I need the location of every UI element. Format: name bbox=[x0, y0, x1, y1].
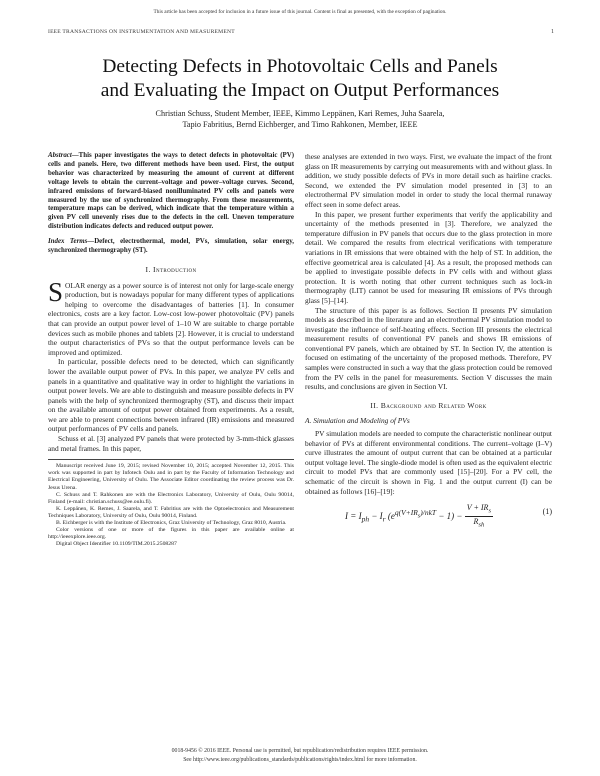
intro-paragraph-1 bbox=[48, 276, 294, 358]
footnotes bbox=[48, 459, 294, 548]
drop-cap: S bbox=[48, 276, 64, 307]
footnote-manuscript: Manuscript received June 19, 2015; revised November 10, 2015; accepted November 12, 2015. This work was supported in part by Infotech Oulu and in part by the Faculty of Information Technology and Electrical Engineering, University of Oulu. The Associate Editor coordinating the review process was Dr. Jesus Urena. bbox=[48, 463, 294, 491]
left-column bbox=[48, 152, 294, 548]
background-paragraph-1: PV simulation models are needed to compute the characteristic nonlinear output behavior of PVs at different environmental conditions. The current–voltage (I–V) curve illustrates the amount of output current that can be obtained at a particular output voltage level. The single-diode model is often used as the equivalent electric circuit to model PVs that are commonly used [15]–[20]. For a PV cell, the schematic of the circuit is shown in Fig. 1 and the output current (I) can be obtained as follows [16]–[19]: bbox=[305, 429, 552, 496]
author-list bbox=[40, 109, 560, 130]
footnote-color: Color versions of one or more of the figures in this paper are available online at http://ieeexplore.ieee.org. bbox=[48, 527, 294, 541]
equation-1 bbox=[305, 500, 552, 529]
intro-paragraph-1-text: OLAR energy as a power source is of interest not only for large-scale energy production, but is nowadays popular for many different types of applications helping to overcome the disadvantages of batteries [1]. In consumer electronics, costs are a key factor. Low-cost low-power photovoltaic (PV) panels that can provide an output power level of 1–10 W are suitable to charge portable devices such as mobile phones and tablets [2]. However, it is crucial to understand the output characteristics of PVs so that the output performance levels can be improved and optimized. bbox=[48, 280, 294, 357]
abstract-text: —This paper investigates the ways to detect defects in photovoltaic (PV) cells and panels. Here, two different methods have been used. First, the output behavior was characterized by measuring the amount of current at different voltage levels to obtain the current–voltage and power–voltage curves. Second, infrared emissions of forward-biased nonilluminated PV cells and panels were measured by the use of synchronized thermography. From these measurements, temperature maps can be derived, which indicate that the temperature within a given PV cell unevenly rises due to the defects in the cell. Uneven temperature distribution indicates defects and reduced output power. bbox=[48, 152, 294, 231]
authors-line-2: Tapio Fabritius, Bernd Eichberger, and Timo Rahkonen, Member, IEEE bbox=[182, 119, 418, 129]
right-paragraph-1: these analyses are extended in two ways. First, we evaluate the impact of the front glass on IR measurements by carrying out measurements with and without glass. In addition, we study possible defects of PVs in more detail such as hairline cracks. Second, we extended the PV simulation model presented in [3] to an electrothermal PV simulation model in order to study the local thermal runaway effect seen in some defect areas. bbox=[305, 152, 552, 209]
footnote-doi: Digital Object Identifier 10.1109/TIM.2015.2508287 bbox=[56, 541, 177, 548]
section-heading-background: II. Background and Related Work bbox=[370, 400, 487, 410]
right-paragraph-2: In this paper, we present further experiments that verify the applicability and uncertainty of the methods presented in [3]. Therefore, we analyzed the temperature diffusion in PV panels that occurs due to the glass protection in more detail. We compared the results from electrical verifications with temperature variations in IR emissions that were obtained with the help of ST. In addition, the effective geometrical area is calculated [4]. As a result, the proposed methods can be applied to investigate possible defects in PV cells with and without glass protection. It is worth noting that other current techniques such as lock-in thermography (LIT) cannot be used for measuring IR emissions of PVs through glass [5]–[14]. bbox=[305, 209, 552, 305]
authors-line-1: Christian Schuss, Student Member, IEEE, Kimmo Leppänen, Kari Remes, Juha Saarela, bbox=[155, 109, 445, 118]
equation-body: $I = I_{ph} - I_r$ $(e^{q(V+IR_s)/nkT} - 1)$ − $\frac{V + IR_s}{R_{sh}}$ bbox=[345, 503, 492, 529]
intro-paragraph-2: In particular, possible defects need to be detected, which can significantly lower the available output power of PVs. In this paper, we analyze PV cells and panels in a quantitative and qualitative way in order to highlight the variations in output power levels. We are able to distinguish and measure possible defects in PV panels with the help of synchronized thermography (ST), and discuss their impact on the available amount of output power obtained from experiments. As a result, we are able to present connections between infrared (IR) emissions and measured output performances of PV cells and panels. bbox=[48, 357, 294, 434]
abstract-lead: Abstract bbox=[48, 152, 72, 159]
index-terms-text: —Defect, electrothermal, model, PVs, simulation, solar energy, synchronized thermography (ST). bbox=[48, 238, 294, 255]
title-line-1: Detecting Defects in Photovoltaic Cells and Panels bbox=[102, 56, 498, 77]
footnote-affiliation-2: K. Leppänen, K. Remes, J. Saarela, and T. Fabritius are with the Optoelectronics and Measurement Techniques Laboratory, University of Oulu, Oulu 90014, Finland. bbox=[48, 505, 294, 519]
section-heading-introduction: I. Introduction bbox=[145, 264, 197, 274]
subsection-heading: A. Simulation and Modeling of PVs bbox=[305, 416, 410, 426]
footnote-affiliation-3: B. Eichberger is with the Institute of Electronics, Graz University of Technology, Graz 8010, Austria. bbox=[56, 520, 287, 526]
journal-notice: This article has been accepted for inclusion in a future issue of this journal. Content is final as presented, with the exception of pagination. bbox=[153, 9, 447, 15]
equation-number: (1) bbox=[542, 507, 552, 517]
running-head: IEEE TRANSACTIONS ON INSTRUMENTATION AND MEASUREMENT bbox=[48, 29, 235, 35]
copyright-line: 0018-9456 © 2016 IEEE. Personal use is permitted, but republication/redistribution requires IEEE permission. bbox=[171, 748, 429, 754]
abstract bbox=[48, 152, 294, 232]
right-paragraph-3: The structure of this paper is as follows. Section II presents PV simulation models as described in the literature and an electrothermal PV simulation model to investigate the influence of self-heating effects. Section III presents the electrical measurement results of conventional PV panels and shows IR emissions of conventional PV panels, which are obtained by ST. In Section IV, the attention is focused on estimating of the uncertainty of the proposed methods. Therefore, PV samples were constructed in such a way that the glass protection could be removed from the PV cells in the panel for measurements. Section V discusses the main results, and conclusions are given in Section VI. bbox=[305, 305, 552, 392]
title-line-2: and Evaluating the Impact on Output Performances bbox=[100, 80, 500, 101]
right-column bbox=[305, 152, 552, 529]
index-terms bbox=[48, 238, 294, 256]
paper-title bbox=[30, 55, 570, 103]
index-terms-lead: Index Terms bbox=[48, 238, 88, 246]
rights-info-line: See http://www.ieee.org/publications_standards/publications/rights/index.html for more information. bbox=[183, 757, 417, 763]
page-number: 1 bbox=[551, 29, 554, 35]
intro-paragraph-3: Schuss et al. [3] analyzed PV panels that were protected by 3-mm-thick glasses and metal frames. In this paper, bbox=[48, 434, 294, 453]
footnote-affiliation-1: C. Schuss and T. Rahkonen are with the Electronics Laboratory, University of Oulu, Oulu 90014, Finland (e-mail: christian.schuss@ee.oulu.fi). bbox=[48, 491, 294, 505]
